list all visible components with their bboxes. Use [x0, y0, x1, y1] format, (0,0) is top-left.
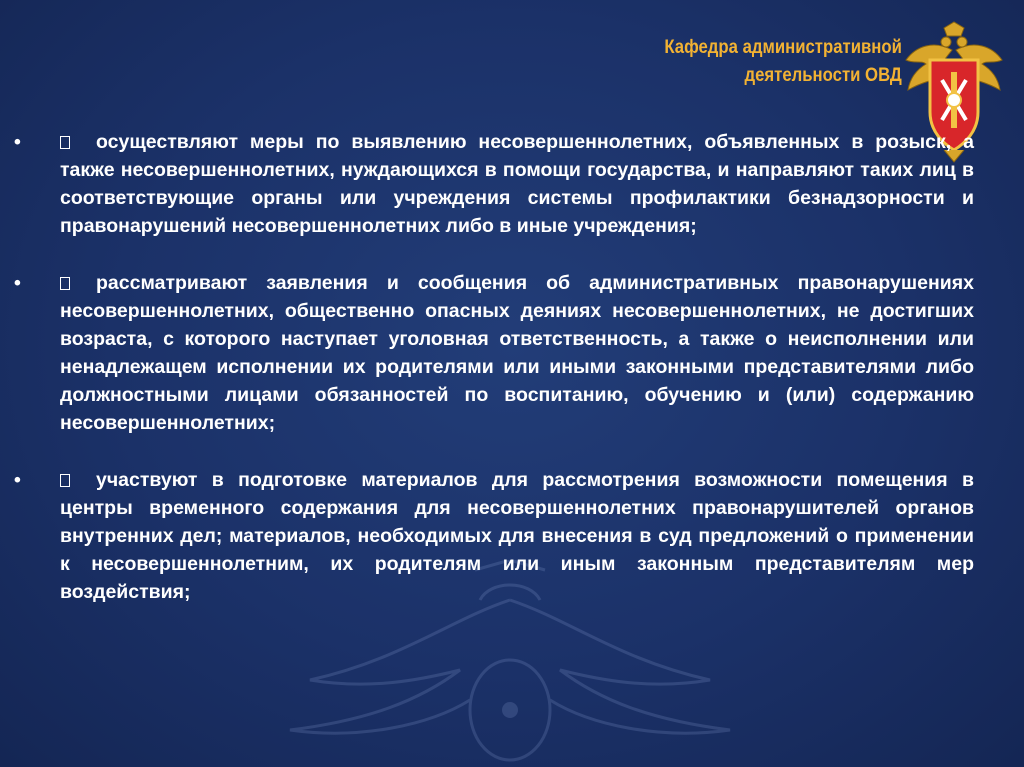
checkbox-glyph-icon	[60, 277, 70, 290]
list-item	[14, 269, 974, 437]
bullet-point: •	[14, 469, 21, 491]
list-item	[14, 466, 974, 606]
list-item	[14, 128, 974, 240]
bullet-point: •	[14, 272, 21, 294]
bullet-point: •	[14, 131, 21, 153]
header-line-2: деятельности ОВД	[744, 65, 902, 86]
bullet-list	[14, 128, 974, 635]
list-item-text: участвуют в подготовке материалов для рассмотрения возможности помещения в центры временного содержания для несовершеннолетних правонарушителей органов внутренних дел; материалов, необходимых для внесения в суд предложений о применении к несовершеннолетним, их родителям или иным законным представителям мер воздействия;	[60, 469, 974, 603]
list-item-text: рассматривают заявления и сообщения об административных правонарушениях несовершеннолетних, общественно опасных деяниях несовершеннолетних, не достигших возраста, с которого наступает уголовная ответственность, а также о неисполнении или ненадлежащем исполнении их родителями или иными законными представителями либо должностными лицами обязанностей по воспитанию, обучению и (или) содержанию несовершеннолетних;	[60, 272, 974, 434]
checkbox-glyph-icon	[60, 136, 70, 149]
header-line-1: Кафедра административной	[664, 37, 902, 58]
checkbox-glyph-icon	[60, 474, 70, 487]
department-header	[665, 34, 902, 90]
list-item-text: осуществляют меры по выявлению несовершеннолетних, объявленных в розыск, а также несовершеннолетних, нуждающихся в помощи государства, и направляют таких лиц в соответствующие органы или учреждения системы профилактики безнадзорности и правонарушений несовершеннолетних либо в иные учреждения;	[60, 131, 974, 237]
